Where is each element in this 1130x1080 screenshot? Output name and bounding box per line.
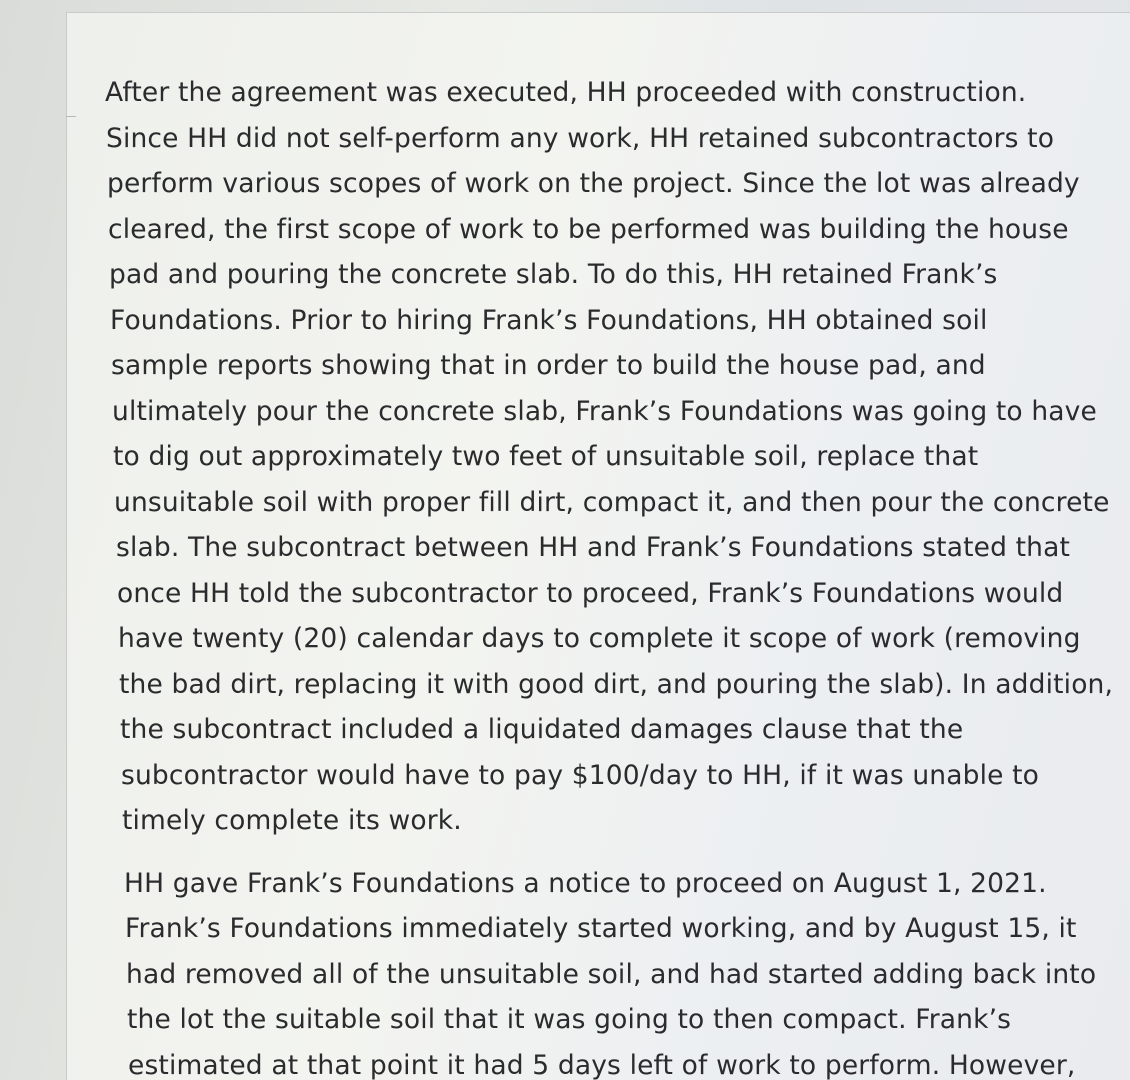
text-line: timely complete its work.: [122, 805, 462, 836]
paragraph-subcontract: [105, 70, 1114, 844]
paragraph-notice-to-proceed: [105, 861, 1097, 1080]
text-line: pad and pouring the concrete slab. To do this, HH retained Frank’s: [109, 259, 998, 290]
text-line: slab. The subcontract between HH and Frank’s Foundations stated that: [116, 532, 1071, 563]
text-line: unsuitable soil with proper fill dirt, compact it, and then pour the concrete: [114, 486, 1110, 518]
text-line: to dig out approximately two feet of unsuitable soil, replace that: [113, 441, 979, 472]
text-line: once HH told the subcontractor to proceed, Frank’s Foundations would: [117, 577, 1064, 609]
text-line: estimated at that point it had 5 days left of work to perform. However,: [128, 1049, 1076, 1080]
text-line: the lot the suitable soil that it was going to then compact. Frank’s: [127, 1004, 1012, 1035]
text-line: ultimately pour the concrete slab, Frank’s Foundations was going to have: [112, 395, 1097, 427]
text-line: subcontractor would have to pay $100/day to HH, if it was unable to: [121, 759, 1040, 791]
text-line: After the agreement was executed, HH proceeded with construction.: [105, 77, 1027, 108]
text-line: had removed all of the unsuitable soil, and had started adding back into: [126, 958, 1097, 990]
text-line: sample reports showing that in order to build the house pad, and: [111, 350, 986, 381]
margin-marker: [66, 116, 76, 117]
text-line: the subcontract included a liquidated damages clause that the: [120, 714, 964, 745]
text-line: Since HH did not self-perform any work, HH retained subcontractors to: [106, 122, 1055, 154]
text-line: cleared, the first scope of work to be performed was building the house: [108, 213, 1069, 245]
text-line: Foundations. Prior to hiring Frank’s Foundations, HH obtained soil: [110, 304, 988, 336]
text-line: perform various scopes of work on the project. Since the lot was already: [107, 168, 1080, 199]
text-line: the bad dirt, replacing it with good dirt, and pouring the slab). In addition,: [119, 668, 1114, 700]
text-line: have twenty (20) calendar days to complete it scope of work (removing: [118, 623, 1081, 654]
text-line: HH gave Frank’s Foundations a notice to proceed on August 1, 2021.: [124, 867, 1047, 899]
text-line: Frank’s Foundations immediately started working, and by August 15, it: [125, 913, 1077, 944]
document-body: [105, 70, 1114, 1080]
